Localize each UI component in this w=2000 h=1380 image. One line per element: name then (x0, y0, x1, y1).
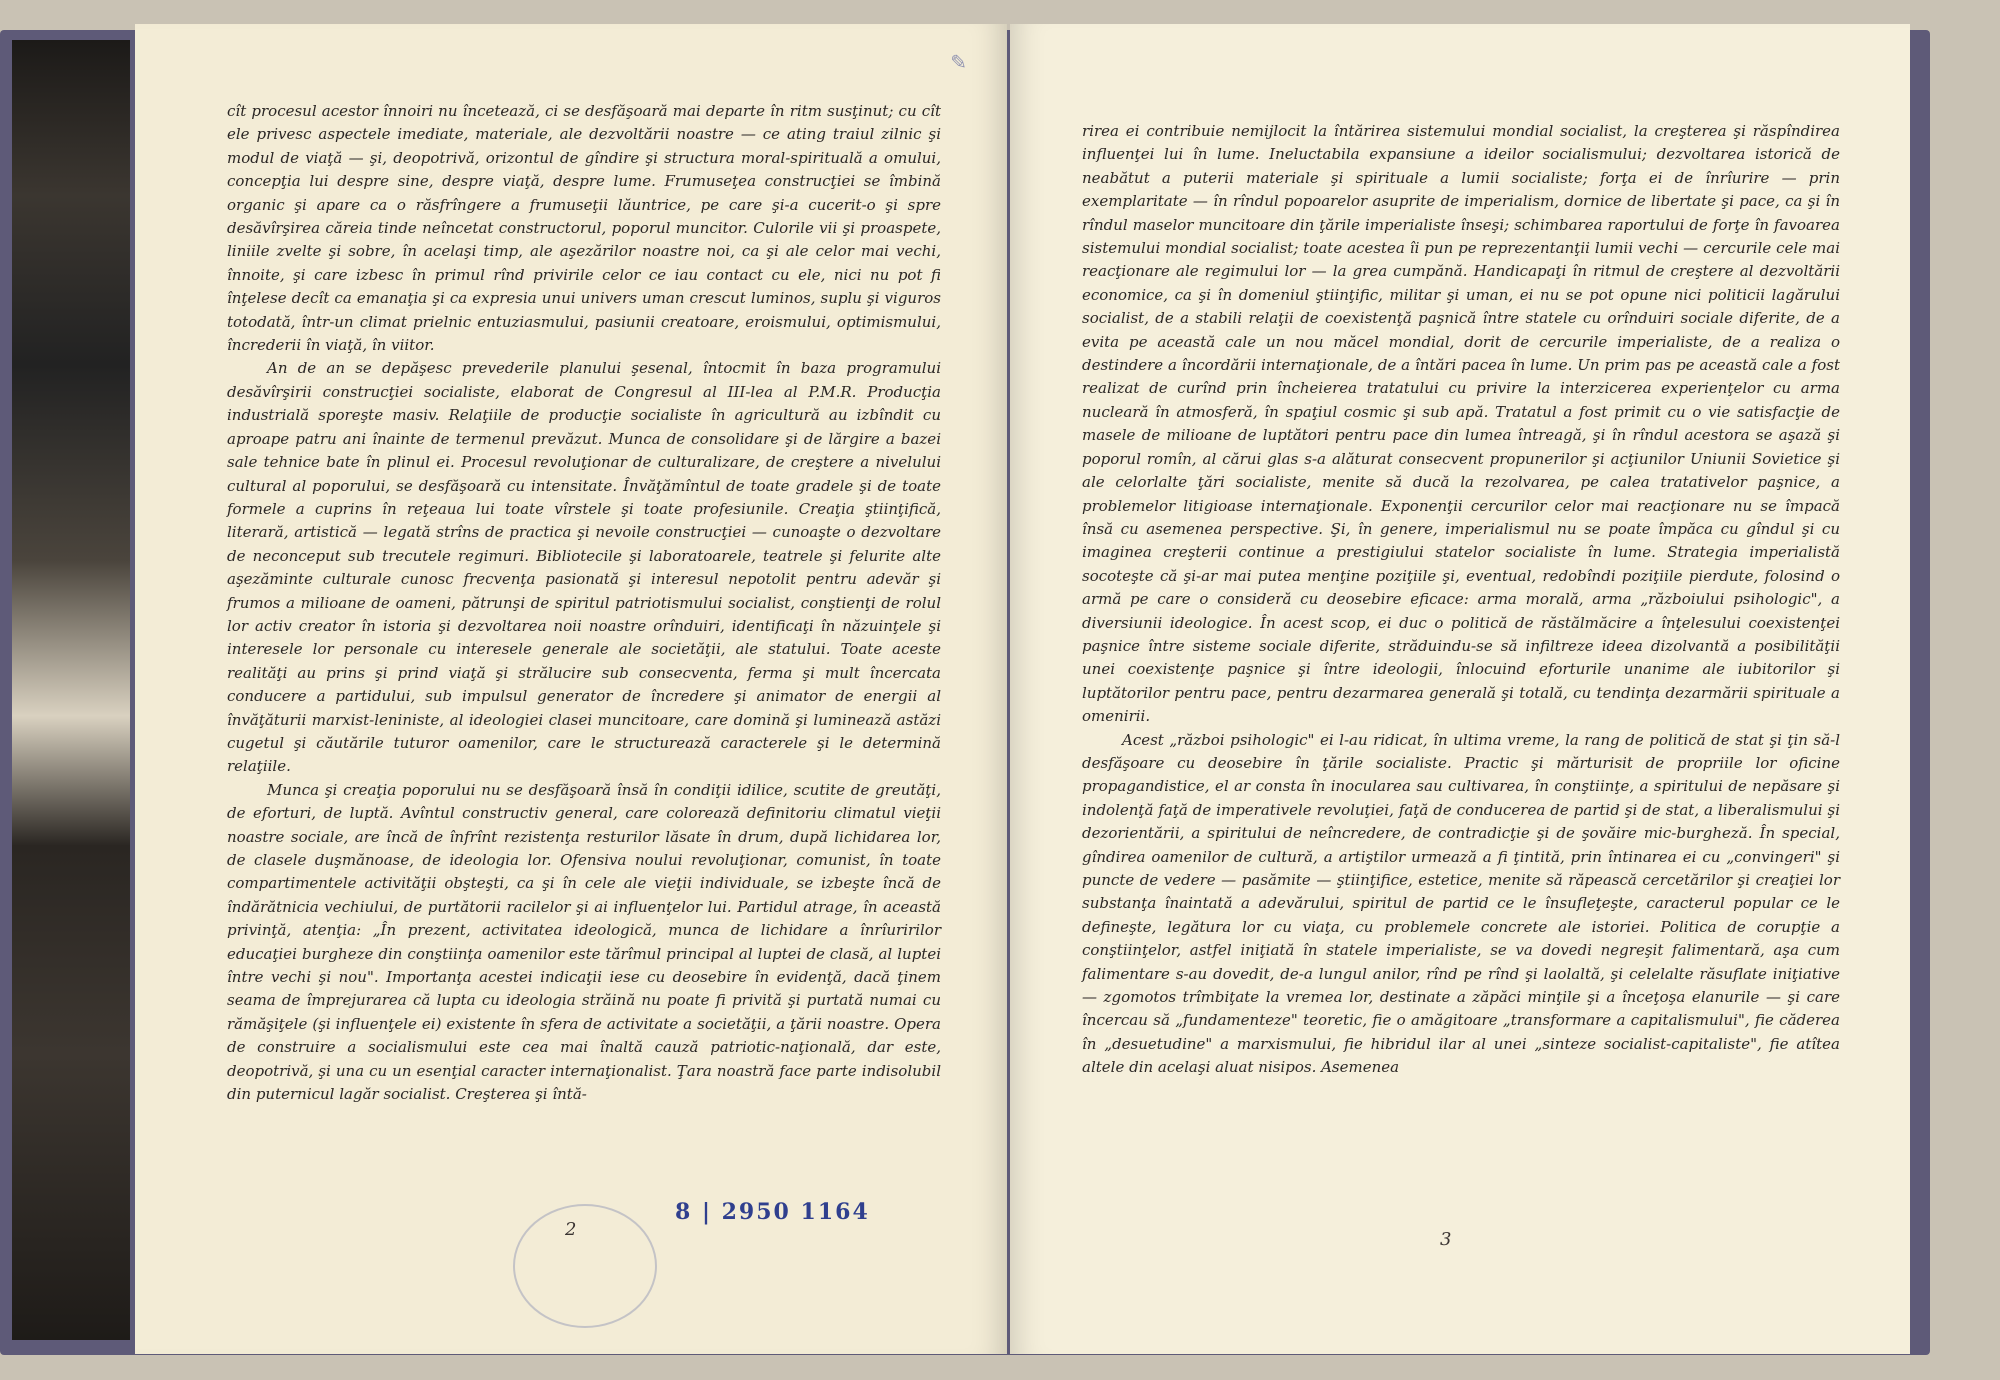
page-number-right: 3 (1440, 1229, 1452, 1250)
left-paragraph-3: Munca şi creaţia poporului nu se desfăşoară însă în condiţii idilice, scutite de greutăţi, de eforturi, de luptă. Avîntul constructiv general, care colorează definitoriu climatul vieţii noastre sociale, are încă de înfrînt rezistenţa resturilor lăsate în drum, după lichidarea lor, de clasele duşmănoase, de ideologia lor. Ofensiva noului revoluţionar, comunist, în toate compartimentele activităţii obşteşti, ca şi în cele ale vieţii individuale, se izbeşte încă de îndărătnicia vechiului, de purtătorii racilelor şi ai influenţelor lui. Partidul atrage, în această privinţă, atenţia: „În prezent, activitatea ideologică, munca de lichidare a înrîuririlor educaţiei burgheze din conştiinţa oamenilor este tărîmul principal al luptei de clasă, al luptei între vechi şi nou". Importanţa acestei indicaţii iese cu deosebire în evidenţă, dacă ţinem seama de împrejurarea că lupta cu ideologia străină nu poate fi privită şi purtată numai cu rămăşiţele (şi influenţele ei) existente în sfera de activitate a societăţii, a ţării noastre. Opera de construire a socialismului este cea mai înaltă cauză patriotic-naţională, dar este, deopotrivă, şi una cu un esenţial caracter internaţionalist. Ţara noastră face parte indisolubil din puternicul lagăr socialist. Creşterea şi întă- (227, 780, 941, 1104)
right-page (1010, 24, 1910, 1354)
cover-photo-strip (12, 40, 130, 1340)
library-stamp-faint: ✎ (950, 50, 967, 74)
right-paragraph-2: Acest „război psihologic" ei l-au ridicat, în ultima vreme, la rang de politică de stat şi ţin să-l desfăşoare cu deosebire în ţările socialiste. Practic şi mărturisit de propriile lor oficine propagandistice, el ar consta în inocularea sau cultivarea, în conştiinţe, a spiritului de nepăsare şi indolenţă faţă de imperativele revoluţiei, faţă de conducerea de partid şi de stat, a liberalismului şi dezorientării, a spiritului de neîncredere, de contradicţie şi de şovăire mic-burgheză. În special, gîndirea oamenilor de cultură, a artiştilor urmează a fi ţintită, prin întinarea ei cu „convingeri" şi puncte de vedere — pasămite — ştiinţifice, estetice, menite să răpească cercetărilor şi creaţiei lor substanţa înaintată a adevărului, spiritul de partid ce le însufleţeşte, caracterul popular ce le defineşte, legătura lor cu viaţa, cu problemele concrete ale istoriei. Politica de corupţie a conştiinţelor, astfel iniţiată în statele imperialiste, se va dovedi negreşit falimentară, aşa cum falimentare s-au dovedit, de-a lungul anilor, rînd pe rînd şi laolaltă, şi celelalte răsuflate iniţiative — zgomotos trîmbiţate la vremea lor, destinate a zăpăci minţile şi a înceţoşa elanurile — şi care încercau să „fundamenteze" teoretic, fie o amăgitoare „transformare a capitalismului", fie căderea în „desuetudine" a marxismului, fie hibridul ilar al unei „sinteze socialist-capitaliste", fie atîtea altele din acelaşi aluat nisipos. Asemenea (1082, 730, 1840, 1077)
left-page (135, 24, 1007, 1354)
inventory-number: 8 | 2950 1164 (675, 1199, 870, 1225)
page-number-left: 2 (565, 1219, 577, 1240)
left-paragraph-1: cît procesul acestor înnoiri nu încetează, ci se desfăşoară mai departe în ritm susţinut; cu cît ele privesc aspectele imediate, materiale, ale dezvoltării noastre — ce ating traiul zilnic şi modul de viaţă — şi, deopotrivă, orizontul de gîndire şi structura moral-spirituală a omului, concepţia lui despre sine, despre viaţă, despre lume. Frumuseţea construcţiei se îmbină organic şi apare ca o răsfrîngere a frumuseţii lăuntrice, pe care şi-a cucerit-o şi spre desăvîrşirea căreia tinde neîncetat constructorul, poporul muncitor. Culorile vii şi proaspete, liniile zvelte şi sobre, în acelaşi timp, ale aşezărilor noastre noi, ca şi ale celor mai vechi, înnoite, şi care izbesc în primul rînd privirile celor ce iau contact cu ele, nici nu pot fi înţelese decît ca emanaţia şi ca expresia unui univers uman crescut luminos, suplu şi viguros totodată, într-un climat prielnic entuziasmului, pasiunii creatoare, eroismului, optimismului, încrederii în viaţă, în viitor. (227, 102, 941, 355)
left-paragraph-2: An de an se depăşesc prevederile planului şesenal, întocmit în baza programului desăvîrşirii construcţiei socialiste, elaborat de Congresul al III-lea al P.M.R. Producţia industrială sporeşte masiv. Relaţiile de producţie socialiste în agricultură au izbîndit cu aproape patru ani înainte de termenul prevăzut. Munca de consolidare şi de lărgire a bazei sale tehnice bate în plinul ei. Procesul revoluţionar de culturalizare, de creştere a nivelului cultural al poporului, se desfăşoară cu intensitate. Învăţămîntul de toate gradele şi de toate formele a cuprins în reţeaua lui toate vîrstele şi toate profesiunile. Creaţia ştiinţifică, literară, artistică — legată strîns de practica şi nevoile construcţiei — cunoaşte o dezvoltare de neconceput sub trecutele regimuri. Bibliotecile şi laboratoarele, teatrele şi felurite alte aşezăminte culturale cunosc frecvenţa pasionată şi interesul nepotolit pentru adevăr şi frumos a milioane de oameni, pătrunşi de spiritul patriotismului socialist, conştienţi de rolul lor activ creator în istoria şi dezvoltarea noii noastre orînduiri, identificaţi în năzuinţele şi interesele lor personale cu interesele generale ale societăţii, ale statului. Toate aceste realităţi au prins şi prind viaţă şi strălucire sub consecventa, ferma şi mult încercata conducere a partidului, sub impulsul generator de încredere şi animator de energii al învăţăturii marxist-leniniste, al ideologiei clasei muncitoare, care domină şi luminează astăzi cugetul şi căutările tuturor oamenilor, care le structurează caracterele şi le determină relaţiile. (227, 359, 941, 776)
right-paragraph-1: rirea ei contribuie nemijlocit la întărirea sistemului mondial socialist, la creşterea şi răspîndirea influenţei lui în lume. Ineluctabila expansiune a ideilor socialismului; dezvoltarea istorică de neabătut a puterii materiale şi spirituale a lumii socialiste; forţa ei de înrîurire — prin exemplaritate — în rîndul popoarelor asuprite de imperialism, dornice de libertate şi pace, ca şi în rîndul maselor muncitoare din ţările imperialiste înseşi; schimbarea raportului de forţe în favoarea sistemului mondial socialist; toate acestea îi pun pe reprezentanţii lumii vechi — cercurile cele mai reacţionare ale regimului lor — la grea cumpănă. Handicapaţi în ritmul de creştere al dezvoltării economice, ca şi în domeniul ştiinţific, militar şi uman, ei nu se pot opune nici politicii lagărului socialist, de a stabili relaţii de coexistenţă paşnică între statele cu orînduiri sociale diferite, de a evita pe această cale un nou măcel mondial, dorit de cercurile imperialiste, de a realiza o destindere a încordării internaţionale, de a întări pacea în lume. Un prim pas pe această cale a fost realizat de curînd prin încheierea tratatului cu privire la interzicerea experienţelor cu arma nucleară în atmosferă, în spaţiul cosmic şi sub apă. Tratatul a fost primit cu o vie satisfacţie de masele de milioane de luptători pentru pace din lumea întreagă, şi în rîndul acestora se aşază şi poporul romîn, al cărui glas s-a alăturat consecvent propunerilor şi acţiunilor Uniunii Sovietice şi ale celorlalte ţări socialiste, menite să ducă la rezolvarea, pe calea tratativelor paşnice, a problemelor litigioase internaţionale. Exponenţii cercurilor celor mai reacţionare nu se împacă însă cu asemenea perspective. Şi, în genere, imperialismul nu se poate împăca cu gîndul şi cu imaginea creşterii continue a prestigiului statelor socialiste în lume. Strategia imperialistă socoteşte că şi-ar mai putea menţine poziţiile şi, eventual, redobîndi poziţiile pierdute, folosind o armă pe care o consideră cu deosebire eficace: arma morală, arma „războiului psihologic", a diversiunii ideologice. În acest scop, ei duc o politică de răstălmăcire a înţelesului coexistenţei paşnice între sisteme sociale diferite, străduindu-se să infiltreze ideea dizolvantă a posibilităţii unei coexistenţe paşnice şi între ideologii, înlocuind eforturile unanime ale iubitorilor şi luptătorilor pentru pace, pentru dezarmarea generală şi totală, cu tendinţa dezarmării spirituale a omenirii. (1082, 122, 1840, 726)
library-stamp (513, 1204, 657, 1328)
